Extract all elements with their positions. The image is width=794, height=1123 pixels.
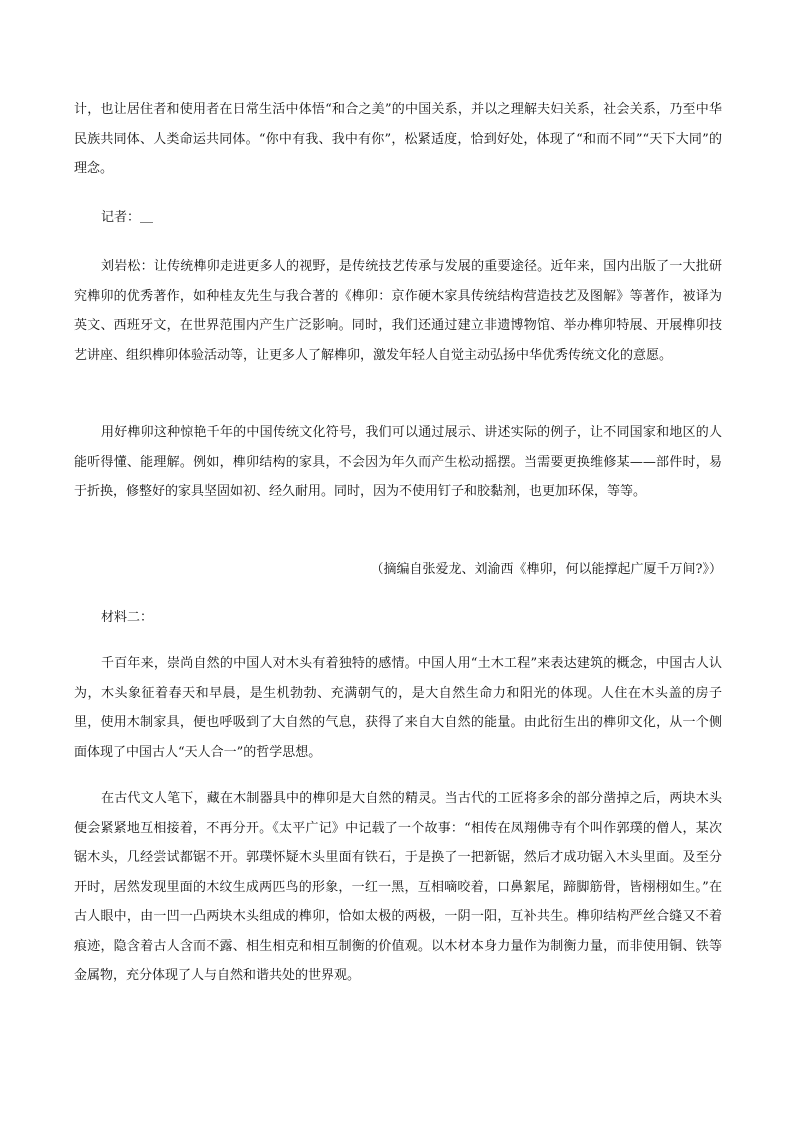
paragraph-ancient-literati: 在古代文人笔下，藏在木制器具中的榫卯是大自然的精灵。当古代的工匠将多余的部分凿掉之后，两块木头便会紧紧地互相接着，不再分开。《太平广记》中记载了一个故事：“相传在凤翔佛寺有个叫作郭璞的僧人，某次锯木头，几经尝试都锯不开。郭璞怀疑木头里面有铁石，于是换了一把新锯，然后才成功锯入木头里面。及至分开时，居然发现里面的木纹生成两匹鸟的形象，一红一黑，互相嘀咬着，口鼻絮尾，蹄脚筋骨，皆栩栩如生。”在古人眼中，由一凹一凸两块木头组成的榫卯，恰如太极的两极，一阴一阳，互补共生。榫卯结构严丝合缝又不着痕迹，隐含着古人含而不露、相生相克和相互制衡的价值观。以木材本身力量作为制衡力量，而非使用铜、铁等金属物，充分体现了人与自然和谐共处的世界观。 <box>74 791 722 983</box>
paragraph-reporter-question: 记者：＿ <box>101 210 154 225</box>
paragraph-liu-yansong-answer: 刘岩松：让传统榫卯走进更多人的视野，是传统技艺传承与发展的重要途径。近年来，国内出版了一大批研究榫卯的优秀著作，如种桂友先生与我合著的《榫卯：京作硬木家具传统结构营造技艺及图解》等著作，被译为英文、西班牙文，在世界范围内产生广泛影响。同时，我们还通过建立非遗博物馆、举办榫卯特展、开展榫卯技艺讲座、组织榫卯体验活动等，让更多人了解榫卯，激发年轻人自觉主动弘扬中华优秀传统文化的意愿。 <box>74 259 722 363</box>
source-citation: （摘编自张爱龙、刘渝西《榫卯，何以能撑起广厦千万间?》） <box>370 562 722 577</box>
paragraph-continued: 计，也让居住者和使用者在日常生活中体悟“和合之美”的中国关系，并以之理解夫妇关系，社会关系，乃至中华民族共同体、人类命运共同体。“你中有我、我中有你”，松紧适度，恰到好处，体现了“和而不同”“天下大同”的理念。 <box>74 102 722 176</box>
paragraph-wood-culture: 千百年来，崇尚自然的中国人对木头有着独特的感情。中国人用“土木工程”来表达建筑的概念，中国古人认为，木头象征着春天和早晨，是生机勃勃、充满朝气的，是大自然生命力和阳光的体现。人住在木头盖的房子里，使用木制家具，便也呼吸到了大自然的气息，获得了来自大自然的能量。由此衍生出的榫卯文化，从一个侧面体现了中国古人“天人合一”的哲学思想。 <box>74 656 722 760</box>
material-two-heading: 材料二： <box>101 610 154 625</box>
paragraph-use-of-tenon: 用好榫卯这种惊艳千年的中国传统文化符号，我们可以通过展示、讲述实际的例子，让不同国家和地区的人能听得懂、能理解。例如，榫卯结构的家具，不会因为年久而产生松动摇摆。当需要更换维修某——部件时，易于折换，修整好的家具坚固如初、经久耐用。同时，因为不使用钉子和胶黏剂，也更加环保，等等。 <box>74 425 722 499</box>
